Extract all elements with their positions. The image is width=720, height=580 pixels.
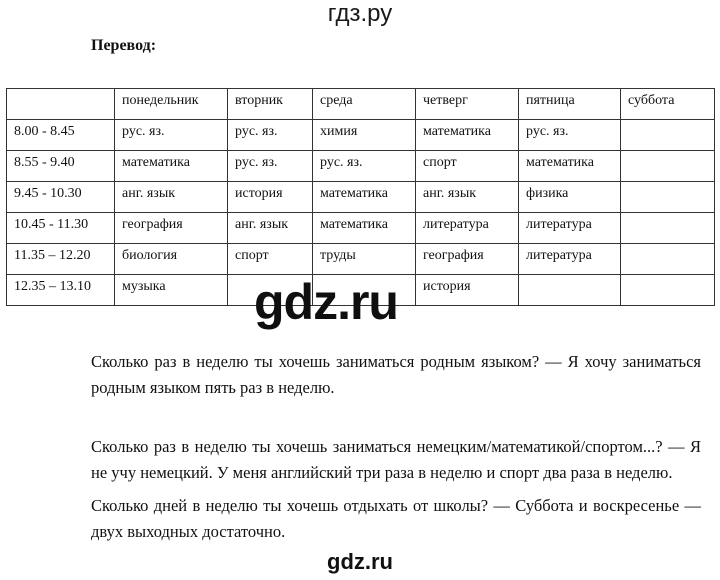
header-cell: понедельник	[115, 89, 228, 120]
header-cell	[7, 89, 115, 120]
section-heading: Перевод:	[91, 37, 157, 54]
table-cell: музыка	[115, 275, 228, 306]
table-cell: история	[228, 182, 313, 213]
table-cell	[621, 120, 715, 151]
table-cell: математика	[416, 120, 519, 151]
qa-paragraph: Сколько дней в неделю ты хочешь отдыхать от школы? — Суббота и воскресенье — двух выходных достаточно.	[91, 496, 701, 541]
table-cell: физика	[519, 182, 621, 213]
table-cell: анг. язык	[228, 213, 313, 244]
time-cell: 12.35 – 13.10	[7, 275, 115, 306]
table-cell: спорт	[416, 151, 519, 182]
table-cell: литература	[519, 244, 621, 275]
table-cell: спорт	[228, 244, 313, 275]
table-cell: биология	[115, 244, 228, 275]
table-row	[7, 151, 715, 182]
table-cell: анг. язык	[115, 182, 228, 213]
table-cell: литература	[519, 213, 621, 244]
table-cell: анг. язык	[416, 182, 519, 213]
qa-paragraph: Сколько раз в неделю ты хочешь заниматься немецким/математикой/спортом...? — Я не учу немецкий. У меня английский три раза в неделю и спорт два раза в неделю.	[91, 437, 701, 482]
header-cell: суббота	[621, 89, 715, 120]
table-cell	[621, 182, 715, 213]
header-cell: четверг	[416, 89, 519, 120]
table-cell	[621, 151, 715, 182]
table-cell: математика	[115, 151, 228, 182]
footer-watermark: gdz.ru	[327, 549, 393, 574]
time-cell: 8.00 - 8.45	[7, 120, 115, 151]
table-cell: рус. яз.	[115, 120, 228, 151]
watermark: gdz.ru	[254, 274, 398, 330]
table-row	[7, 244, 715, 275]
table-row	[7, 182, 715, 213]
table-cell: математика	[519, 151, 621, 182]
header-cell: вторник	[228, 89, 313, 120]
table-row	[7, 213, 715, 244]
header-cell: пятница	[519, 89, 621, 120]
table-cell: география	[416, 244, 519, 275]
table-cell: рус. яз.	[519, 120, 621, 151]
table-cell: рус. яз.	[228, 151, 313, 182]
time-cell: 9.45 - 10.30	[7, 182, 115, 213]
table-cell: история	[416, 275, 519, 306]
header-cell: среда	[313, 89, 416, 120]
table-cell	[519, 275, 621, 306]
table-row	[7, 120, 715, 151]
table-cell: химия	[313, 120, 416, 151]
table-cell: рус. яз.	[228, 120, 313, 151]
table-cell	[621, 275, 715, 306]
table-header-row	[7, 89, 715, 120]
time-cell: 10.45 - 11.30	[7, 213, 115, 244]
table-cell: рус. яз.	[313, 151, 416, 182]
qa-paragraph: Сколько раз в неделю ты хочешь заниматься родным языком? — Я хочу заниматься родным языком пять раз в неделю.	[91, 352, 701, 397]
table-cell: труды	[313, 244, 416, 275]
table-cell: литература	[416, 213, 519, 244]
time-cell: 11.35 – 12.20	[7, 244, 115, 275]
site-title: гдз.ру	[327, 0, 393, 27]
time-cell: 8.55 - 9.40	[7, 151, 115, 182]
table-cell	[621, 213, 715, 244]
table-cell: география	[115, 213, 228, 244]
table-cell: математика	[313, 182, 416, 213]
table-cell	[621, 244, 715, 275]
table-cell: математика	[313, 213, 416, 244]
